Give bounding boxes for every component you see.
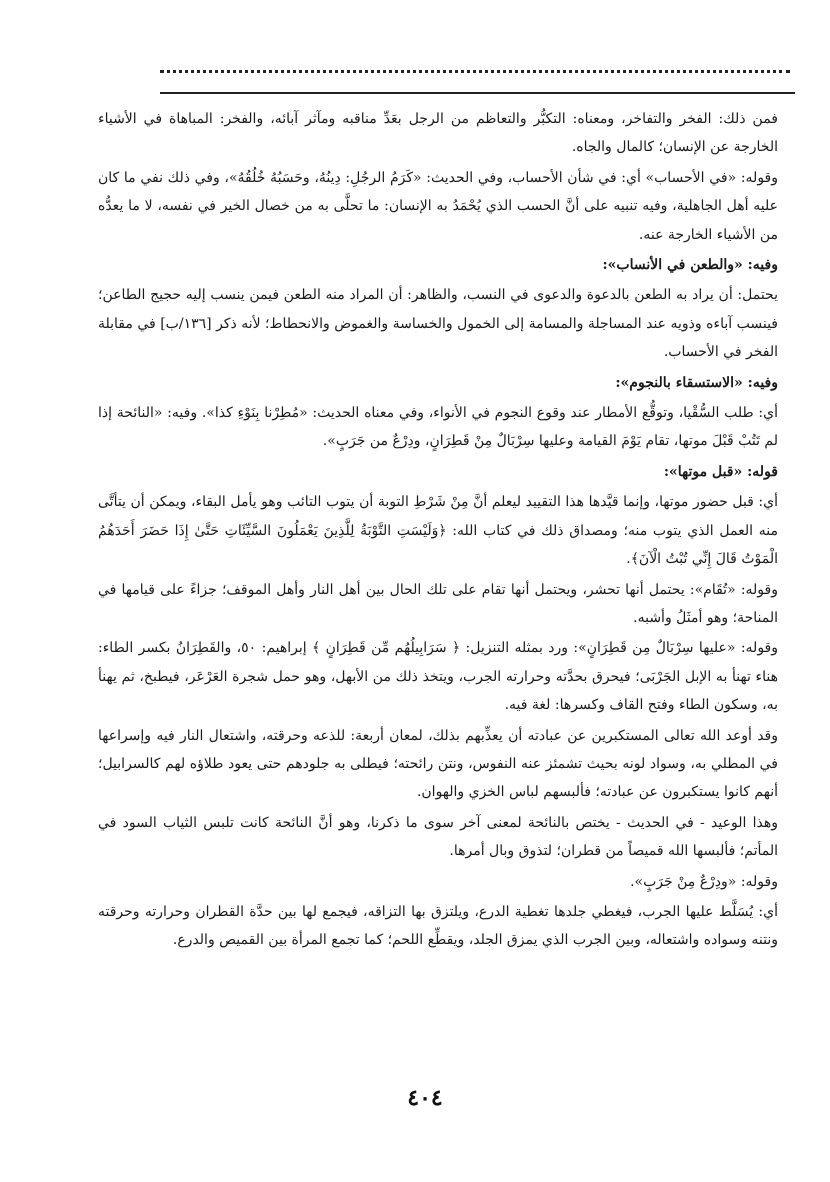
paragraph: أي: طلب السُّقْيا، وتوقُّع الأمطار عند وقوع النجوم في الأنواء، وفي معناه الحديث: «مُطِرْنا بِنَوْءِ كذا». وفيه: «النائحة إذا لم تَتُبْ قَبْلَ موتها، تقام يَوْمَ القيامة وعليها سِرْبَالٌ مِنْ قَطِرَانٍ، ودِرْعٌ من جَرَبٍ». [98, 405, 778, 450]
paragraph: وقوله: «تُقَام»: يحتمل أنها تحشر، ويحتمل أنها تقام على تلك الحال بين أهل النار وأهل الموقف؛ جزاءً على قيامها في المناحة؛ وهو أمثَلُ وأشبه. [98, 581, 778, 626]
header-rule [160, 92, 795, 94]
paragraph: يحتمل: أن يراد به الطعن بالدعوة والدعوى في النسب، والظاهر: أن المراد منه الطعن فيمن ينسب إليه حجيج الطاعن؛ فينسب آباءه وذويه عند المساجلة والمسامة إلى الخمول والخساسة والغموض والانحطاط؛ لأنه ذكر [١٣٦/ب] في مقابلة الفخر في الأحساب. [98, 287, 778, 361]
dotted-header-rule [160, 70, 790, 77]
paragraph-heading: وفيه: «الاستسقاء بالنجوم»: [615, 374, 778, 391]
paragraph: أي: يُسَلَّط عليها الجرب، فيغطي جلدها تغطية الدرع، ويلتزق بها التزاقه، فيجمع لها بين حدَّة القطران وحرارته وحرقته ونتنه وسواده واشتعاله، وبين الجرب الذي يمزق الجلد، ويقطِّع اللحم؛ كما تجمع المرأة بين القميص والدرع. [98, 903, 778, 949]
paragraph: أي: قبل حضور موتها، وإنما قيَّدها هذا التقييد ليعلم أنَّ مِنْ شَرْطِ التوبة أن يتوب التائب وهو يأمل البقاء، ويمكن أن يتأتَّى منه العمل الذي يتوب منه؛ ومصداق ذلك في كتاب الله: ﴿وَلَيْسَتِ التَّوْبَةُ لِلَّذِينَ يَعْمَلُونَ السَّيِّئَاتِ حَتَّىٰ إِذَا حَضَرَ أَحَدَهُمُ الْمَوْتُ قَالَ إِنِّي تُبْتُ الْآنَ﴾. [98, 494, 778, 568]
body-text [98, 105, 778, 957]
paragraph-heading: وفيه: «والطعن في الأنساب»: [602, 257, 778, 274]
paragraph: وهذا الوعيد - في الحديث - يختص بالنائحة لمعنى آخر سوى ما ذكرنا، وهو أنَّ النائحة كانت تلبس الثياب السود في المأتم؛ فألبسها الله قميصاً من قطران؛ لتذوق وبال أمرها. [98, 814, 778, 860]
paragraph: فمن ذلك: الفخر والتفاخر، ومعناه: التكبُّر والتعاظم من الرجل بعَدِّ مناقبه ومآثر آبائه، والفخر: المباهاة في الأشياء الخارجة عن الإنسان؛ كالمال والجاه. [98, 111, 778, 156]
paragraph: وقوله: «ودِرْعٌ مِنْ جَرَبٍ». [630, 873, 778, 890]
paragraph: وقوله: «في الأحساب» أي: في شأن الأحساب، وفي الحديث: «كَرَمُ الرجُلِ: دِينُهُ، وحَسَبُهُ خُلُقُهُ»، وفي ذلك نفي ما كان عليه أهل الجاهلية، وفيه تنبيه على أنَّ الحسب الذي يُحْمَدُ به الإنسان: ما تحلَّى به من خصال الخير في نفسه، لا ما يعدُّه من الأشياء الخارجة عنه. [98, 169, 779, 243]
page-number: ٤٠٤ [407, 1085, 443, 1111]
paragraph: وقد أوعد الله تعالى المستكبرين عن عبادته أن يعذِّبهم بذلك، لمعان أربعة: للذعه وحرقته، واشتعال النار فيه وإسراعها في المطلي به، وسواد لونه بحيث تشمئز عنه النفوس، ونتن رائحته؛ فيطلى به جلودهم حتى يعود طلاؤه لهم كالسرابيل؛ أنهم كانوا يستكبرون عن عبادته؛ فألبسهم لباس الخزي والهوان. [98, 727, 778, 801]
paragraph: وقوله: «عليها سِرْبَالٌ مِن قَطِرَانٍ»: ورد بمثله التنزيل: ﴿ سَرَابِيلُهُم مِّن قَطِرَانٍ ﴾ إبراهيم: ٥٠، والقَطِرَانُ بكسر الطاء: هناء تهنأ به الإبل الجَرْبَى؛ فيحرق بحدَّته وحرارته الجرب، ويتخذ ذلك من الأبهل، وهو حمل شجرة العَرْعَر، فيطبخ، ثم يهنأ به، وسكون الطاء وفتح القاف وكسرها: لغة فيه. [98, 640, 778, 714]
paragraph-heading: قوله: «قبل موتها»: [663, 463, 778, 480]
